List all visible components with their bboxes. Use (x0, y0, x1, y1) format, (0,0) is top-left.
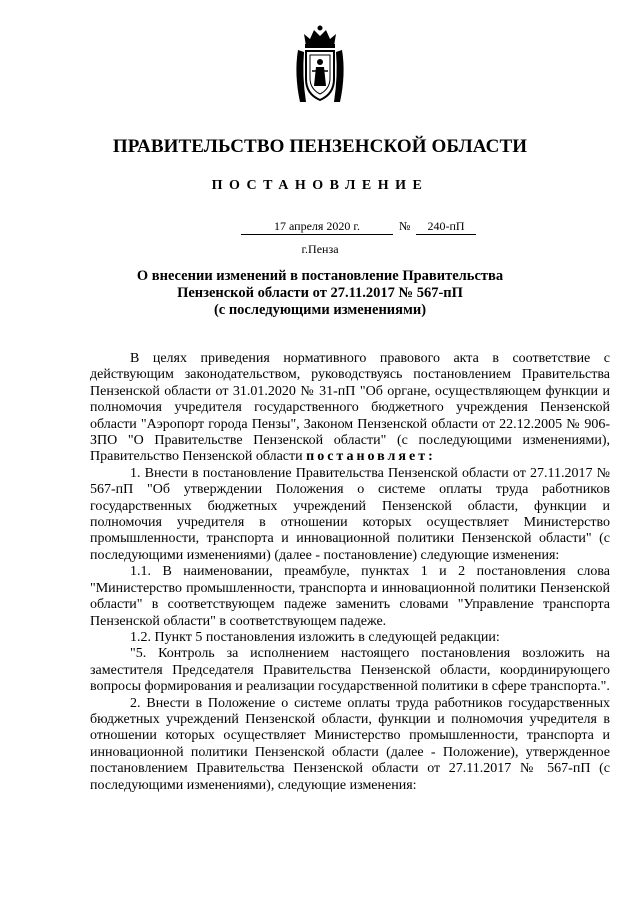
decree-word: постановляет: (306, 449, 436, 465)
document-body (90, 351, 610, 794)
paragraph-quoted-item-5: "5. Контроль за исполнением настоящего постановления возложить на заместителя Председателя Правительства Пензенской области, координирующего вопросы формирования и реализации государственной политики в сфере транспорта.". (90, 646, 610, 695)
paragraph-item-1: 1. Внести в постановление Правительства Пензенской области от 27.11.2017 № 567-пП "Об утверждении Положения о системе оплаты труда работников государственных бюджетных учреждений Пензенской области, функции и полномочия учредителя в отношении которых осуществляет Министерство промышленности, транспорта и инновационной политики Пензенской области" (с последующими изменениями) (далее - постановление) следующие изменения: (90, 465, 610, 563)
city: г.Пенза (301, 242, 339, 256)
heading-line: (с последующими изменениями) (213, 302, 427, 318)
paragraph-preamble (90, 351, 610, 466)
document-heading (100, 268, 540, 319)
heading-line: Пензенской области от 27.11.2017 № 567-пП (177, 285, 463, 301)
paragraph-item-1-2: 1.2. Пункт 5 постановления изложить в следующей редакции: (130, 629, 500, 645)
document-type: ПОСТАНОВЛЕНИЕ (211, 178, 429, 193)
preamble-text: В целях приведения нормативного правового акта в соответствие с действующим законодательством, руководствуясь постановлением Правительства Пензенской области от 31.01.2020 № 31-пП "Об органе, осуществляющем функции и полномочия учредителя государственного бюджетного учреждения Пензенской области "Аэропорт города Пензы", Законом Пензенской области от 22.12.2005 № 906-ЗПО "О Правительстве Пензенской области" (с последующими изменениями), Правительство Пензенской области (90, 351, 610, 465)
number-label: № (399, 219, 411, 233)
paragraph-item-2: 2. Внести в Положение о системе оплаты труда работников государственных бюджетных учреждений Пензенской области, функции и полномочия учредителя в отношении которых осуществляет Министерство промышленности, транспорта и инновационной политики Пензенской области (далее - Положение), утвержденное постановлением Правительства Пензенской области от 27.11.2017 № 567-пП (с последующими изменениями), следующие изменения: (90, 695, 610, 793)
heading-line: О внесении изменений в постановление Правительства (136, 268, 504, 284)
document-meta (0, 219, 640, 237)
document-number: 240-пП (416, 219, 476, 235)
document-date: 17 апреля 2020 г. (241, 219, 393, 235)
coat-of-arms-icon (292, 24, 348, 106)
paragraph-item-1-1: 1.1. В наименовании, преамбуле, пунктах 1 и 2 постановления слова "Министерство промышленности, транспорта и инновационной политики Пензенской области" в соответствующем падеже заменить словами "Управление транспорта Пензенской области" в соответствующем падеже. (90, 564, 610, 629)
government-title: ПРАВИТЕЛЬСТВО ПЕНЗЕНСКОЙ ОБЛАСТИ (112, 136, 528, 157)
